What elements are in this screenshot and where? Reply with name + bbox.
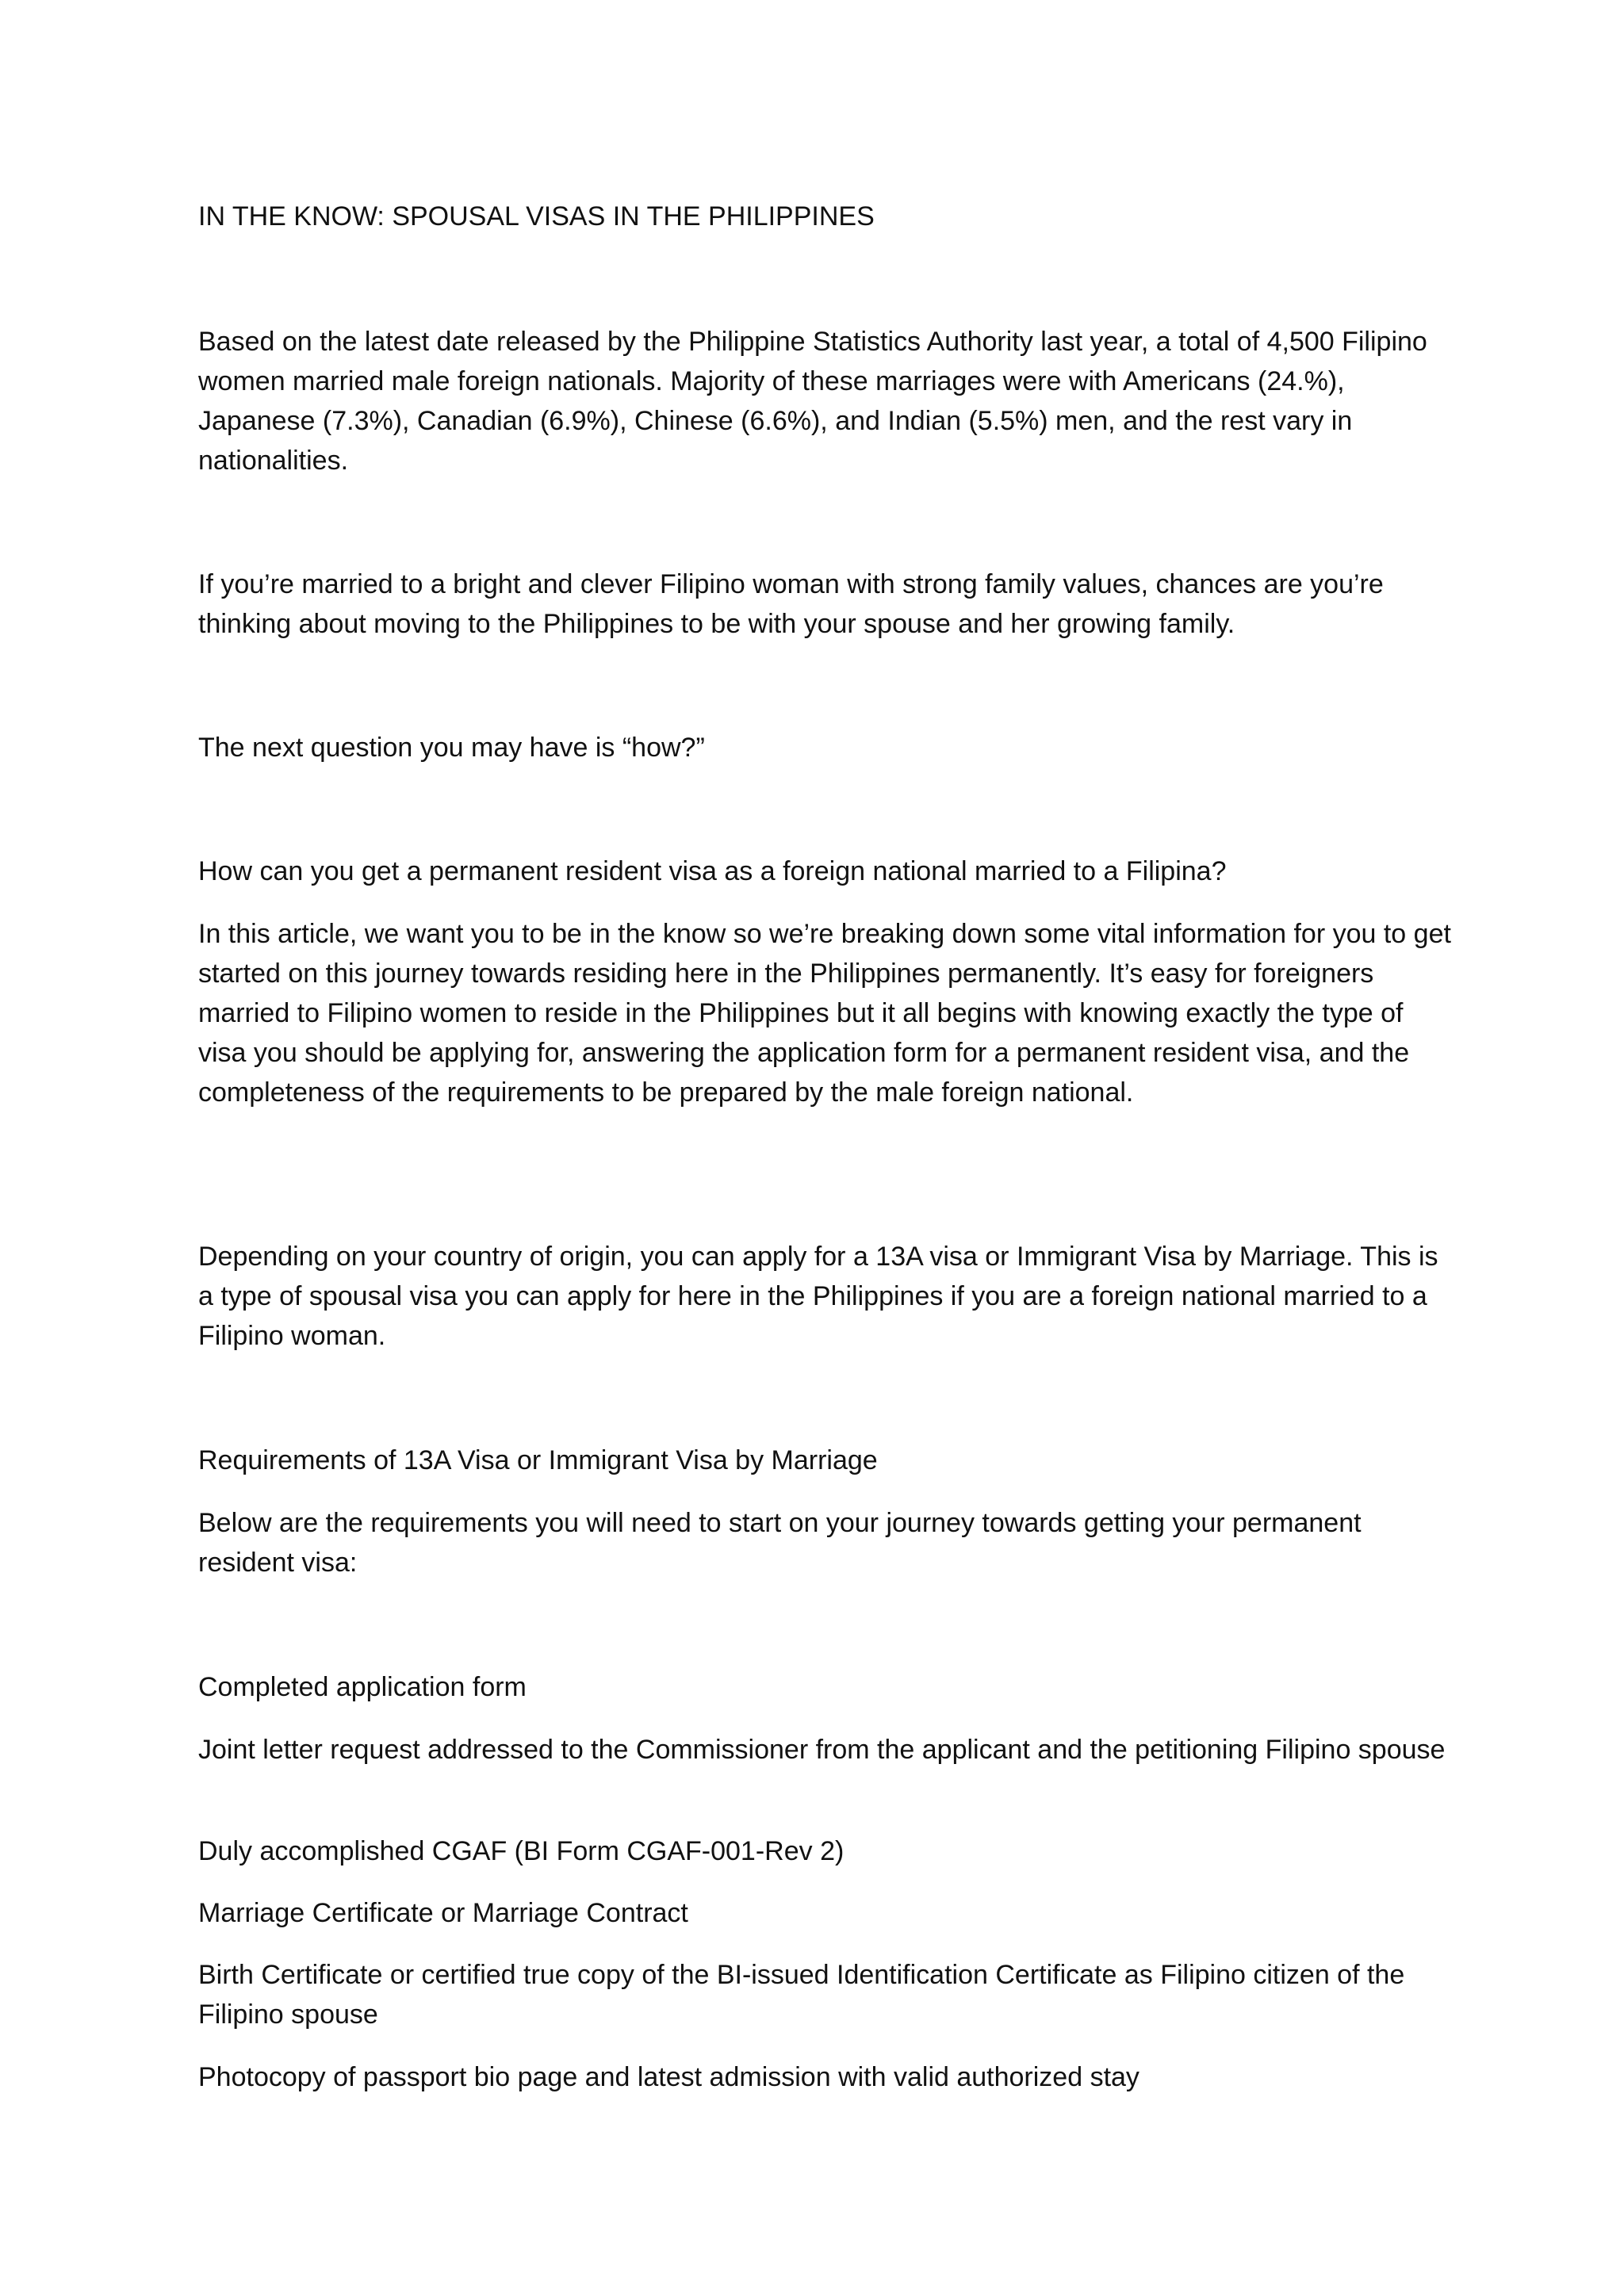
paragraph-how-to-get-visa: How can you get a permanent resident visa as a foreign national married to a Filipina? [198, 856, 1227, 886]
requirement-item: Marriage Certificate or Marriage Contract [198, 1898, 688, 1928]
paragraph-next-question: The next question you may have is “how?” [198, 733, 705, 763]
document-title: IN THE KNOW: SPOUSAL VISAS IN THE PHILIPPINES [198, 201, 875, 232]
requirement-item: Completed application form [198, 1672, 527, 1702]
paragraph-statistics: Based on the latest date released by the Philippine Statistics Authority last year, a total of 4,500 Filipino women married male foreign nationals. Majority of these marriages were with Americans (24.%), Japanese (7.3%), Canadian (6.9%), Chinese (6.6%), and Indian (5.5%) men, and the rest vary in nationalities. [198, 327, 1427, 476]
paragraph-married-to-filipina: If you’re married to a bright and clever Filipino woman with strong family values, chances are you’re thinking about moving to the Philippines to be with your spouse and her growing family. [198, 569, 1384, 639]
paragraph-requirements-intro: Below are the requirements you will need to start on your journey towards getting your permanent resident visa: [198, 1508, 1362, 1578]
requirement-item: Joint letter request addressed to the Commissioner from the applicant and the petitioning Filipino spouse [198, 1735, 1446, 1765]
requirement-item: Birth Certificate or certified true copy of the BI-issued Identification Certificate as Filipino citizen of the Filipino spouse [198, 1960, 1405, 2030]
requirement-item: Photocopy of passport bio page and latest admission with valid authorized stay [198, 2062, 1139, 2092]
paragraph-13a-visa: Depending on your country of origin, you can apply for a 13A visa or Immigrant Visa by Marriage. This is a type of spousal visa you can apply for here in the Philippines if you are a foreign national married to a Filipino woman. [198, 1242, 1438, 1351]
paragraph-article-intro: In this article, we want you to be in the know so we’re breaking down some vital information for you to get started on this journey towards residing here in the Philippines permanently. It’s easy for foreigners married to Filipino women to reside in the Philippines but it all begins with knowing exactly the type of visa you should be applying for, answering the application form for a permanent resident visa, and the completeness of the requirements to be prepared by the male foreign national. [198, 919, 1451, 1108]
section-heading-requirements: Requirements of 13A Visa or Immigrant Visa by Marriage [198, 1445, 878, 1475]
requirement-item: Duly accomplished CGAF (BI Form CGAF-001-Rev 2) [198, 1836, 845, 1866]
